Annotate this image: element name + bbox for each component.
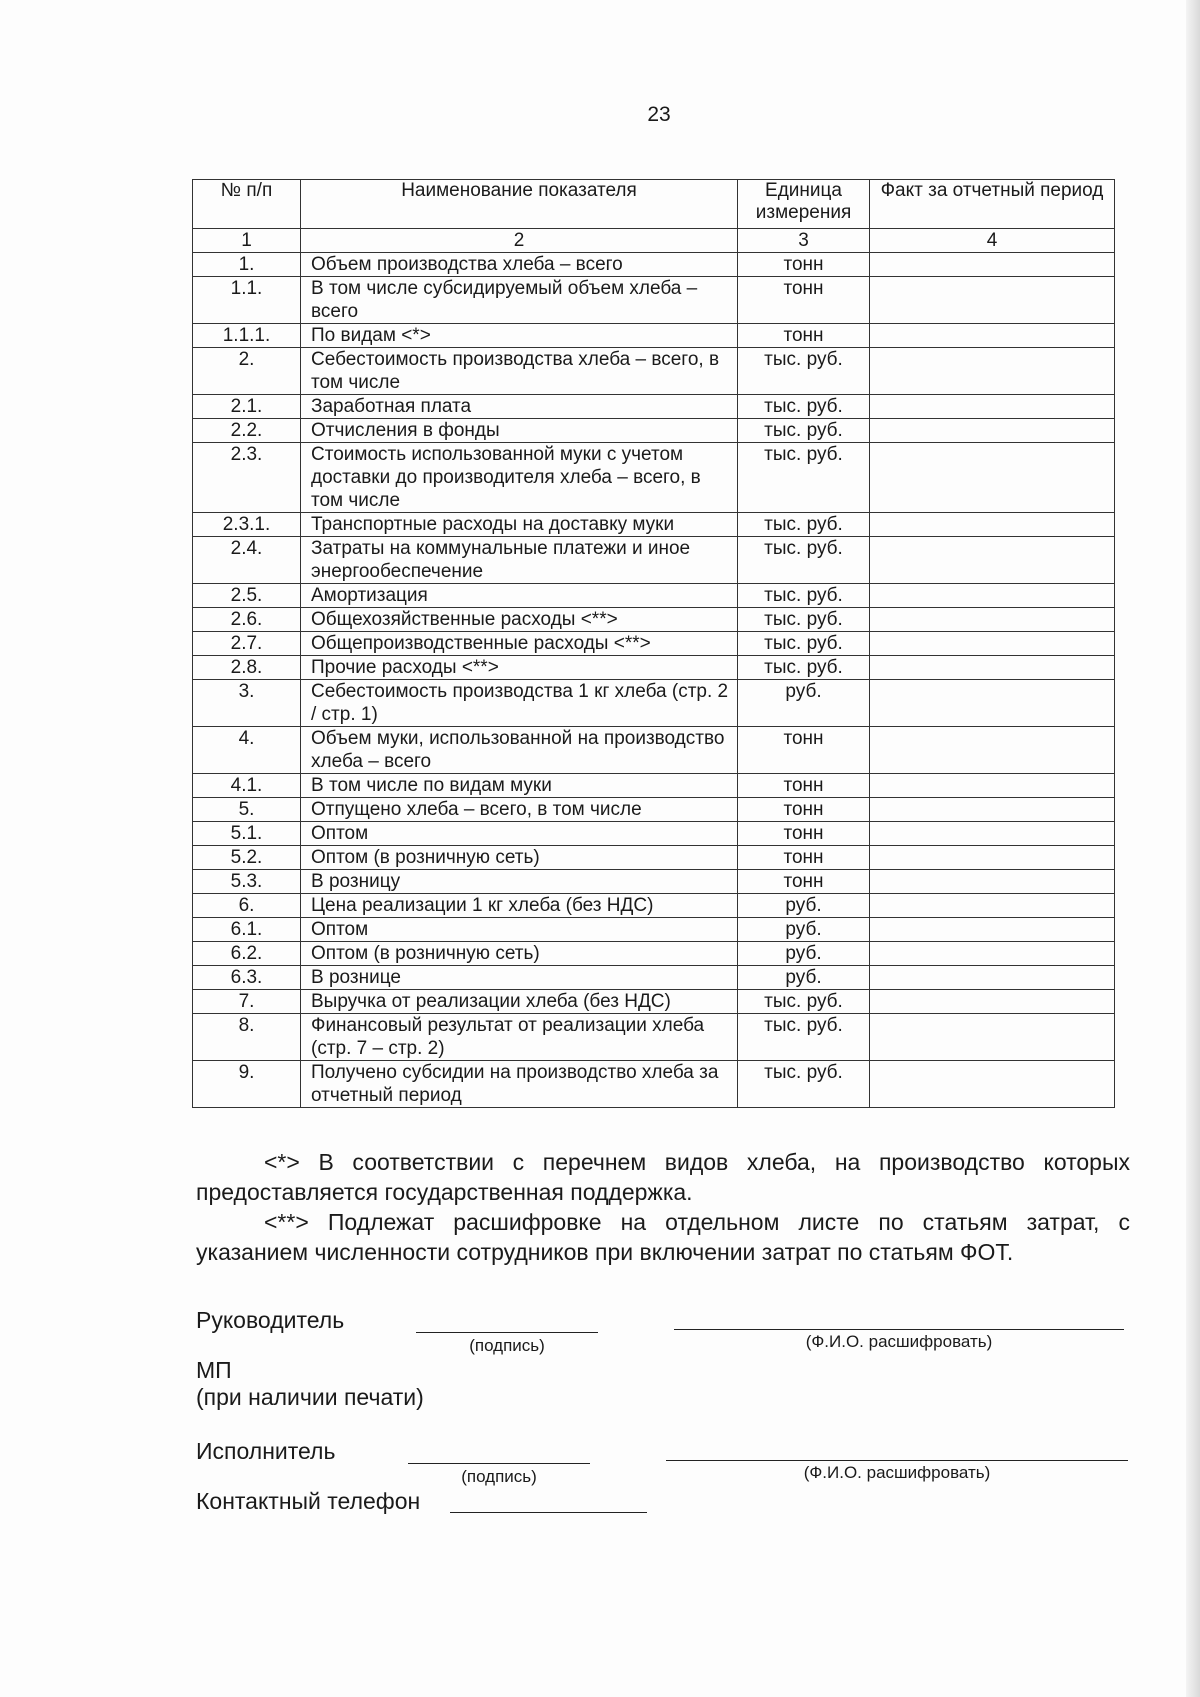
- executor-signature-line: [408, 1463, 590, 1464]
- footnotes: [196, 1147, 1130, 1267]
- column-number: 4: [870, 229, 1115, 253]
- head-name-line: [674, 1329, 1124, 1330]
- row-number: 5.: [193, 798, 301, 822]
- row-number: 3.: [193, 680, 301, 727]
- row-number: 2.8.: [193, 656, 301, 680]
- header-indicator-name: Наименование показателя: [301, 180, 738, 229]
- row-unit: тыс. руб.: [738, 513, 870, 537]
- row-indicator-name: Общехозяйственные расходы <**>: [301, 608, 738, 632]
- table-row: [193, 727, 1115, 774]
- row-number: 5.1.: [193, 822, 301, 846]
- row-number: 5.2.: [193, 846, 301, 870]
- row-fact-value: [870, 990, 1115, 1014]
- row-fact-value: [870, 324, 1115, 348]
- header-unit: Единица измерения: [738, 180, 870, 229]
- row-number: 2.3.1.: [193, 513, 301, 537]
- table-row: [193, 443, 1115, 513]
- row-fact-value: [870, 680, 1115, 727]
- row-unit: тонн: [738, 798, 870, 822]
- row-unit: руб.: [738, 966, 870, 990]
- table-row: [193, 774, 1115, 798]
- row-fact-value: [870, 395, 1115, 419]
- row-unit: тыс. руб.: [738, 1061, 870, 1108]
- row-fact-value: [870, 1061, 1115, 1108]
- row-indicator-name: Транспортные расходы на доставку муки: [301, 513, 738, 537]
- row-indicator-name: Оптом: [301, 918, 738, 942]
- row-number: 6.2.: [193, 942, 301, 966]
- row-indicator-name: По видам <*>: [301, 324, 738, 348]
- table-row: [193, 966, 1115, 990]
- executor-signature-caption: (подпись): [461, 1467, 537, 1486]
- row-number: 2.2.: [193, 419, 301, 443]
- column-number: 3: [738, 229, 870, 253]
- row-indicator-name: В рознице: [301, 966, 738, 990]
- footnote-1: <*> В соответствии с перечнем видов хлеба, на производство которых предоставляется государственная поддержка.: [196, 1149, 1130, 1205]
- executor-label: Исполнитель: [196, 1438, 336, 1464]
- table-row: [193, 680, 1115, 727]
- row-indicator-name: Отпущено хлеба – всего, в том числе: [301, 798, 738, 822]
- head-signature-caption: (подпись): [469, 1336, 545, 1355]
- row-unit: руб.: [738, 918, 870, 942]
- row-indicator-name: Получено субсидии на производство хлеба за отчетный период: [301, 1061, 738, 1108]
- row-unit: тыс. руб.: [738, 656, 870, 680]
- row-unit: тонн: [738, 253, 870, 277]
- row-indicator-name: Заработная плата: [301, 395, 738, 419]
- row-unit: руб.: [738, 894, 870, 918]
- row-fact-value: [870, 277, 1115, 324]
- row-number: 6.3.: [193, 966, 301, 990]
- row-indicator-name: В том числе по видам муки: [301, 774, 738, 798]
- head-label: Руководитель: [196, 1307, 345, 1333]
- table-row: [193, 395, 1115, 419]
- header-number: № п/п: [193, 180, 301, 229]
- row-fact-value: [870, 608, 1115, 632]
- row-fact-value: [870, 443, 1115, 513]
- row-unit: тонн: [738, 822, 870, 846]
- row-indicator-name: Оптом: [301, 822, 738, 846]
- row-unit: тыс. руб.: [738, 584, 870, 608]
- row-fact-value: [870, 918, 1115, 942]
- table-row: [193, 822, 1115, 846]
- row-indicator-name: Стоимость использованной муки с учетом доставки до производителя хлеба – всего, в том числе: [301, 443, 738, 513]
- row-fact-value: [870, 348, 1115, 395]
- row-indicator-name: Выручка от реализации хлеба (без НДС): [301, 990, 738, 1014]
- row-unit: тонн: [738, 870, 870, 894]
- footnote-2: <**> Подлежат расшифровке на отдельном листе по статьям затрат, с указанием численности сотрудников при включении затрат по статьям ФОТ.: [196, 1209, 1130, 1265]
- row-number: 8.: [193, 1014, 301, 1061]
- row-number: 6.: [193, 894, 301, 918]
- table-row: [193, 918, 1115, 942]
- row-indicator-name: Финансовый результат от реализации хлеба (стр. 7 – стр. 2): [301, 1014, 738, 1061]
- row-unit: тыс. руб.: [738, 608, 870, 632]
- row-indicator-name: Общепроизводственные расходы <**>: [301, 632, 738, 656]
- row-number: 2.5.: [193, 584, 301, 608]
- row-indicator-name: Цена реализации 1 кг хлеба (без НДС): [301, 894, 738, 918]
- row-number: 2.: [193, 348, 301, 395]
- table-row: [193, 798, 1115, 822]
- row-indicator-name: Объем производства хлеба – всего: [301, 253, 738, 277]
- row-number: 1.1.: [193, 277, 301, 324]
- row-fact-value: [870, 846, 1115, 870]
- executor-name-caption: (Ф.И.О. расшифровать): [803, 1463, 991, 1482]
- row-number: 9.: [193, 1061, 301, 1108]
- table-row: [193, 990, 1115, 1014]
- header-fact: Факт за отчетный период: [870, 180, 1115, 229]
- row-number: 1.: [193, 253, 301, 277]
- row-unit: тыс. руб.: [738, 537, 870, 584]
- table-row: [193, 253, 1115, 277]
- row-fact-value: [870, 870, 1115, 894]
- table-row: [193, 942, 1115, 966]
- row-number: 2.1.: [193, 395, 301, 419]
- table-row: [193, 894, 1115, 918]
- row-fact-value: [870, 774, 1115, 798]
- row-fact-value: [870, 942, 1115, 966]
- row-unit: тонн: [738, 774, 870, 798]
- row-number: 4.: [193, 727, 301, 774]
- row-unit: тыс. руб.: [738, 443, 870, 513]
- row-number: 2.3.: [193, 443, 301, 513]
- table-row: [193, 1014, 1115, 1061]
- row-indicator-name: Оптом (в розничную сеть): [301, 942, 738, 966]
- row-unit: руб.: [738, 942, 870, 966]
- row-number: 4.1.: [193, 774, 301, 798]
- row-unit: тыс. руб.: [738, 395, 870, 419]
- row-indicator-name: Себестоимость производства 1 кг хлеба (стр. 2 / стр. 1): [301, 680, 738, 727]
- row-unit: тыс. руб.: [738, 990, 870, 1014]
- row-number: 6.1.: [193, 918, 301, 942]
- column-number: 1: [193, 229, 301, 253]
- row-number: 1.1.1.: [193, 324, 301, 348]
- table-row: [193, 324, 1115, 348]
- row-fact-value: [870, 894, 1115, 918]
- row-unit: тыс. руб.: [738, 1014, 870, 1061]
- row-fact-value: [870, 966, 1115, 990]
- head-name-caption: (Ф.И.О. расшифровать): [805, 1332, 993, 1351]
- row-number: 2.4.: [193, 537, 301, 584]
- row-fact-value: [870, 253, 1115, 277]
- table-header-row: [193, 180, 1115, 229]
- row-indicator-name: В том числе субсидируемый объем хлеба – всего: [301, 277, 738, 324]
- row-unit: тыс. руб.: [738, 632, 870, 656]
- row-indicator-name: Себестоимость производства хлеба – всего, в том числе: [301, 348, 738, 395]
- row-fact-value: [870, 632, 1115, 656]
- table-row: [193, 656, 1115, 680]
- row-fact-value: [870, 822, 1115, 846]
- phone-line: [450, 1512, 647, 1513]
- row-indicator-name: Затраты на коммунальные платежи и иное энергообеспечение: [301, 537, 738, 584]
- row-number: 2.6.: [193, 608, 301, 632]
- report-table: [192, 179, 1115, 1108]
- table-row: [193, 419, 1115, 443]
- table-row: [193, 608, 1115, 632]
- row-unit: тонн: [738, 324, 870, 348]
- column-numbers-row: [193, 229, 1115, 253]
- page-edge-shadow: [1186, 0, 1200, 1697]
- stamp-label: МП: [196, 1357, 232, 1383]
- table-row: [193, 348, 1115, 395]
- row-indicator-name: Объем муки, использованной на производство хлеба – всего: [301, 727, 738, 774]
- executor-name-line: [666, 1460, 1128, 1461]
- table-row: [193, 537, 1115, 584]
- table-row: [193, 632, 1115, 656]
- row-indicator-name: В розницу: [301, 870, 738, 894]
- row-unit: тонн: [738, 846, 870, 870]
- row-fact-value: [870, 727, 1115, 774]
- row-fact-value: [870, 1014, 1115, 1061]
- row-indicator-name: Прочие расходы <**>: [301, 656, 738, 680]
- phone-label: Контактный телефон: [196, 1488, 421, 1514]
- row-fact-value: [870, 513, 1115, 537]
- row-unit: руб.: [738, 680, 870, 727]
- row-number: 7.: [193, 990, 301, 1014]
- row-fact-value: [870, 419, 1115, 443]
- row-indicator-name: Амортизация: [301, 584, 738, 608]
- row-unit: тонн: [738, 277, 870, 324]
- row-number: 2.7.: [193, 632, 301, 656]
- column-number: 2: [301, 229, 738, 253]
- row-number: 5.3.: [193, 870, 301, 894]
- table-row: [193, 846, 1115, 870]
- table-row: [193, 1061, 1115, 1108]
- row-fact-value: [870, 656, 1115, 680]
- table-row: [193, 584, 1115, 608]
- page-number: 23: [647, 103, 671, 126]
- row-indicator-name: Отчисления в фонды: [301, 419, 738, 443]
- row-unit: тонн: [738, 727, 870, 774]
- head-signature-line: [416, 1332, 598, 1333]
- row-unit: тыс. руб.: [738, 419, 870, 443]
- row-fact-value: [870, 537, 1115, 584]
- row-fact-value: [870, 798, 1115, 822]
- stamp-note: (при наличии печати): [196, 1384, 424, 1410]
- row-indicator-name: Оптом (в розничную сеть): [301, 846, 738, 870]
- table-row: [193, 277, 1115, 324]
- row-unit: тыс. руб.: [738, 348, 870, 395]
- table-row: [193, 870, 1115, 894]
- table-row: [193, 513, 1115, 537]
- row-fact-value: [870, 584, 1115, 608]
